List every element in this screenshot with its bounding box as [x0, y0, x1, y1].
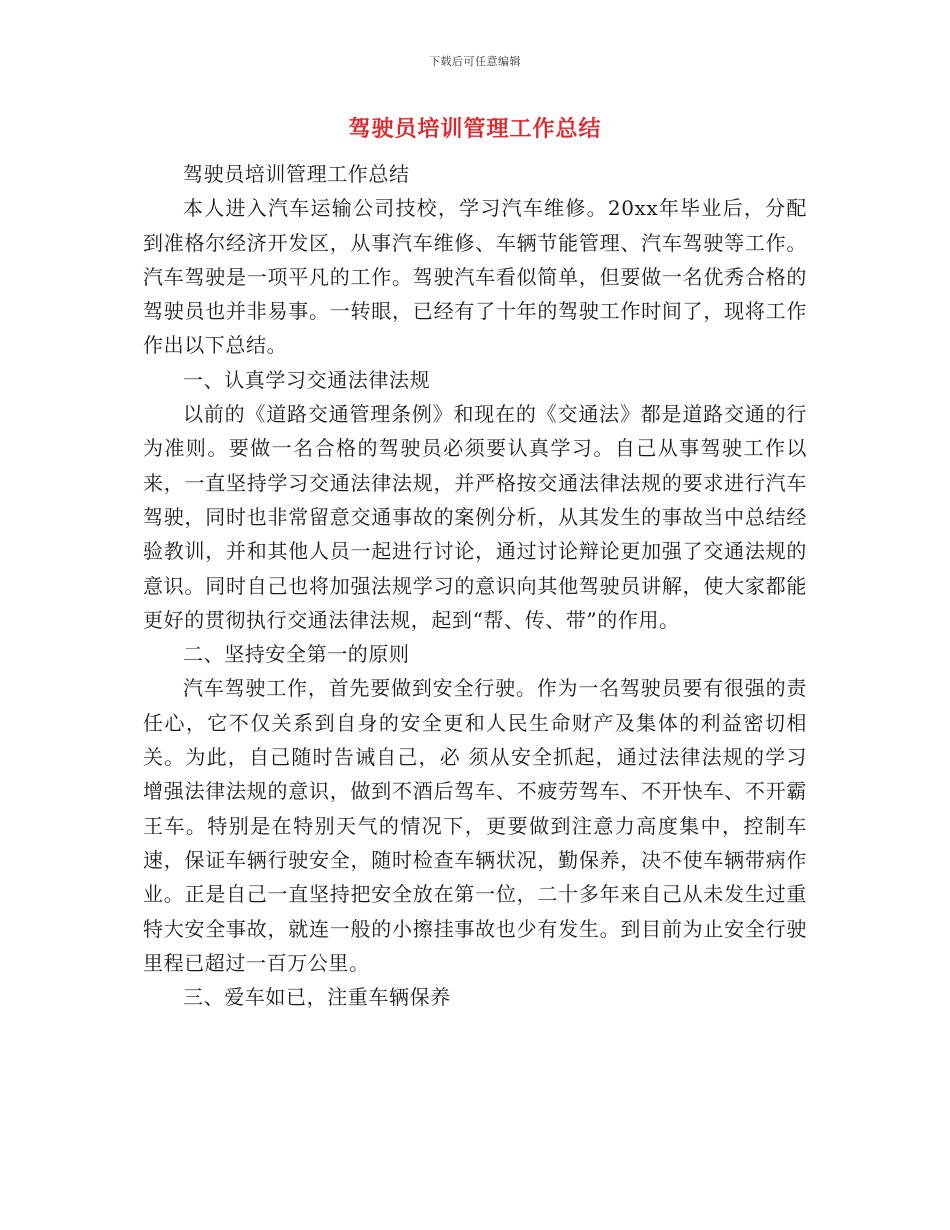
document-title: 驾驶员培训管理工作总结 — [348, 116, 602, 142]
paragraph-section-1: 以前的《道路交通管理条例》和现在的《交通法》都是道路交通的行为准则。要做一名合格的驾驶员必须要认真学习。自己从事驾驶工作以来，一直坚持学习交通法律法规，并严格按交通法律法规的要求进行汽车驾驶，同时也非常留意交通事故的案例分析，从其发生的事故当中总结经验教训，并和其他人员一起进行讨论，通过讨论辩论更加强了交通法规的意识。同时自己也将加强法规学习的意识向其他驾驶员讲解，使大家都能更好的贯彻执行交通法律法规，起到“帮、传、带”的作用。 — [143, 402, 807, 632]
paragraph-intro: 本人进入汽车运输公司技校，学习汽车维修。20xx年毕业后，分配到准格尔经济开发区，从事汽车维修、车辆节能管理、汽车驾驶等工作。 汽车驾驶是一项平凡的工作。驾驶汽车看似简单，但要做一名优秀合格的驾驶员也并非易事。一转眼，已经有了十年的驾驶工作时间了，现将工作作出以下总结。 — [143, 196, 807, 358]
section-heading-1: 一、认真学习交通法律法规 — [183, 367, 431, 392]
paragraph-subtitle: 驾驶员培训管理工作总结 — [183, 162, 410, 186]
paragraph-section-2: 汽车驾驶工作，首先要做到安全行驶。作为一名驾驶员要有很强的责任心，它不仅关系到自身的安全更和人民生命财产及集体的利益密切相关。为此，自己随时告诫自己，必 须从安全抓起，通过法律法规的学习增强法律法规的意识，做到不酒后驾车、不疲劳驾车、不开快车、不开霸王车。特别是在特别天气的情况下，更要做到注意力高度集中，控制车速，保证车辆行驶安全，随时检查车辆状况，勤保养，决不使车辆带病作业。正是自己一直坚持把安全放在第一位，二十多年来自己从未发生过重特大安全事故，就连一般的小擦挂事故也少有发生。到目前为止安全行驶里程已超过一百万公里。 — [143, 676, 807, 975]
section-heading-2: 二、坚持安全第一的原则 — [183, 642, 410, 667]
header-note: 下载后可任意编辑 — [429, 55, 521, 68]
section-heading-3: 三、爱车如已，注重车辆保养 — [183, 985, 451, 1010]
document-body — [143, 157, 807, 1014]
